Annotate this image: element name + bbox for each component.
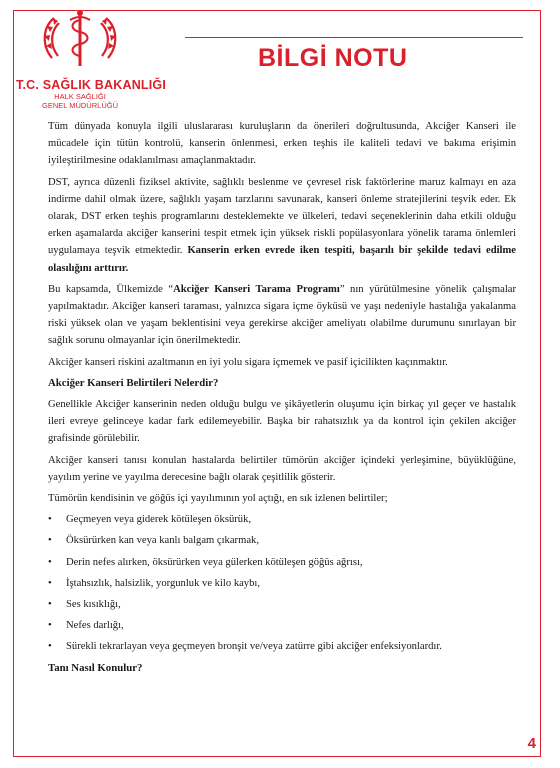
- ministry-name: T.C. SAĞLIK BAKANLIĞI: [16, 78, 167, 92]
- paragraph-3-post: ” nın yürütülmesine yönelik çalışmalar yapılmaktadır. Akciğer kanseri taraması, yalnızca sigara içme öyküsü ve yaşı nedeniyle hastalığa yakalanma riski yüksek olan ve yaşam beklentisini veya gerekirse akciğer ameliyatı olabilme durumunu sınırlayan bir sağlık sorunu olmayanlar için önerilmektedir.: [48, 283, 517, 347]
- paragraph-3: [48, 281, 516, 350]
- paragraph-5: Genellikle Akciğer kanserinin neden olduğu bulgu ve şikâyetlerin oluşumu için birkaç yıl geçer ve hastalık ileri evreye gelinceye kadar fark edilemeyebilir. Başka bir rahatsızlık ya da kontrol için çekilen akciğer grafisinde görülebilir.: [48, 399, 516, 445]
- ministry-sub-line-2: GENEL MÜDÜRLÜĞÜ: [42, 101, 118, 110]
- program-name: Akciğer Kanseri Tarama Programı: [173, 283, 340, 295]
- section-heading-symptoms: Akciğer Kanseri Belirtileri Nelerdir?: [48, 376, 219, 389]
- paragraph-2-emphasis: Kanserin erken evrede iken tespiti, başarılı bir şekilde tedavi edilme olasılığını arttırır.: [48, 245, 516, 274]
- list-item: • Ses kısıklığı,: [48, 596, 516, 613]
- paragraph-2: [48, 174, 516, 277]
- document-body: [48, 118, 516, 681]
- paragraph-7: Tümörün kendisinin ve göğüs içi yayılımının yol açtığı, en sık izlenen belirtiler;: [48, 493, 388, 505]
- paragraph-3-pre: Bu kapsamda, Ülkemizde “: [48, 283, 174, 295]
- document-title: BİLGİ NOTU: [258, 44, 408, 72]
- ministry-sub-line-1: HALK SAĞLIĞI: [54, 92, 106, 101]
- list-item: • Geçmeyen veya giderek kötüleşen öksürük,: [48, 511, 516, 528]
- paragraph-2-text: DST, ayrıca düzenli fiziksel aktivite, sağlıklı beslenme ve çevresel risk faktörlerine maruz kalmayı en aza indirme dahil olmak üzere, sağlıklı yaşam tarzlarını savunarak, kanseri önleme stratejilerini teşvik eder. Ek olarak, DST erken teşhis programlarını desteklemekte ve ülkeleri, tedavi seçeneklerinin daha etkili olduğu erken aşamalarda akciğer kanserini tespit etmek için yüksek riskli popülasyonlara yönelik tarama önlemleri uygulamaya teşvik etmektedir.: [48, 176, 516, 257]
- paragraph-6: Akciğer kanseri tanısı konulan hastalarda belirtiler tümörün akciğer içindeki yerleşimine, büyüklüğüne, yayılım yerine ve yayılma derecesine bağlı olarak çeşitlilik gösterir.: [48, 454, 516, 483]
- paragraph-4: Akciğer kanseri riskini azaltmanın en iyi yolu sigara içmemek ve pasif içicilikten kaçınmaktır.: [48, 356, 448, 368]
- list-item: • Sürekli tekrarlayan veya geçmeyen bronşit ve/veya zatürre gibi akciğer enfeksiyonlardır.: [48, 638, 516, 655]
- ministry-logo: [16, 6, 167, 126]
- list-item: • İştahsızlık, halsizlik, yorgunluk ve kilo kaybı,: [48, 575, 516, 592]
- header-rule: [185, 37, 523, 38]
- list-item: • Öksürürken kan veya kanlı balgam çıkarmak,: [48, 532, 516, 549]
- paragraph-1: Tüm dünyada konuyla ilgili uluslararası kuruluşların da önerileri doğrultusunda, Akciğer Kanseri ile mücadele için tütün kontrolü, kanserin önlenmesi, erken teşhis ile kaliteli tedavi ve bakıma erişimin iyileştirilmesine odaklanılması amaçlanmaktadır.: [48, 121, 516, 167]
- list-item: • Nefes darlığı,: [48, 617, 516, 634]
- page-number: 4: [527, 735, 536, 752]
- list-item: • Derin nefes alırken, öksürürken veya gülerken kötüleşen göğüs ağrısı,: [48, 554, 516, 571]
- section-heading-diagnosis: Tanı Nasıl Konulur?: [48, 661, 143, 674]
- caduceus-emblem-icon: [32, 6, 128, 76]
- symptom-list: [48, 511, 516, 655]
